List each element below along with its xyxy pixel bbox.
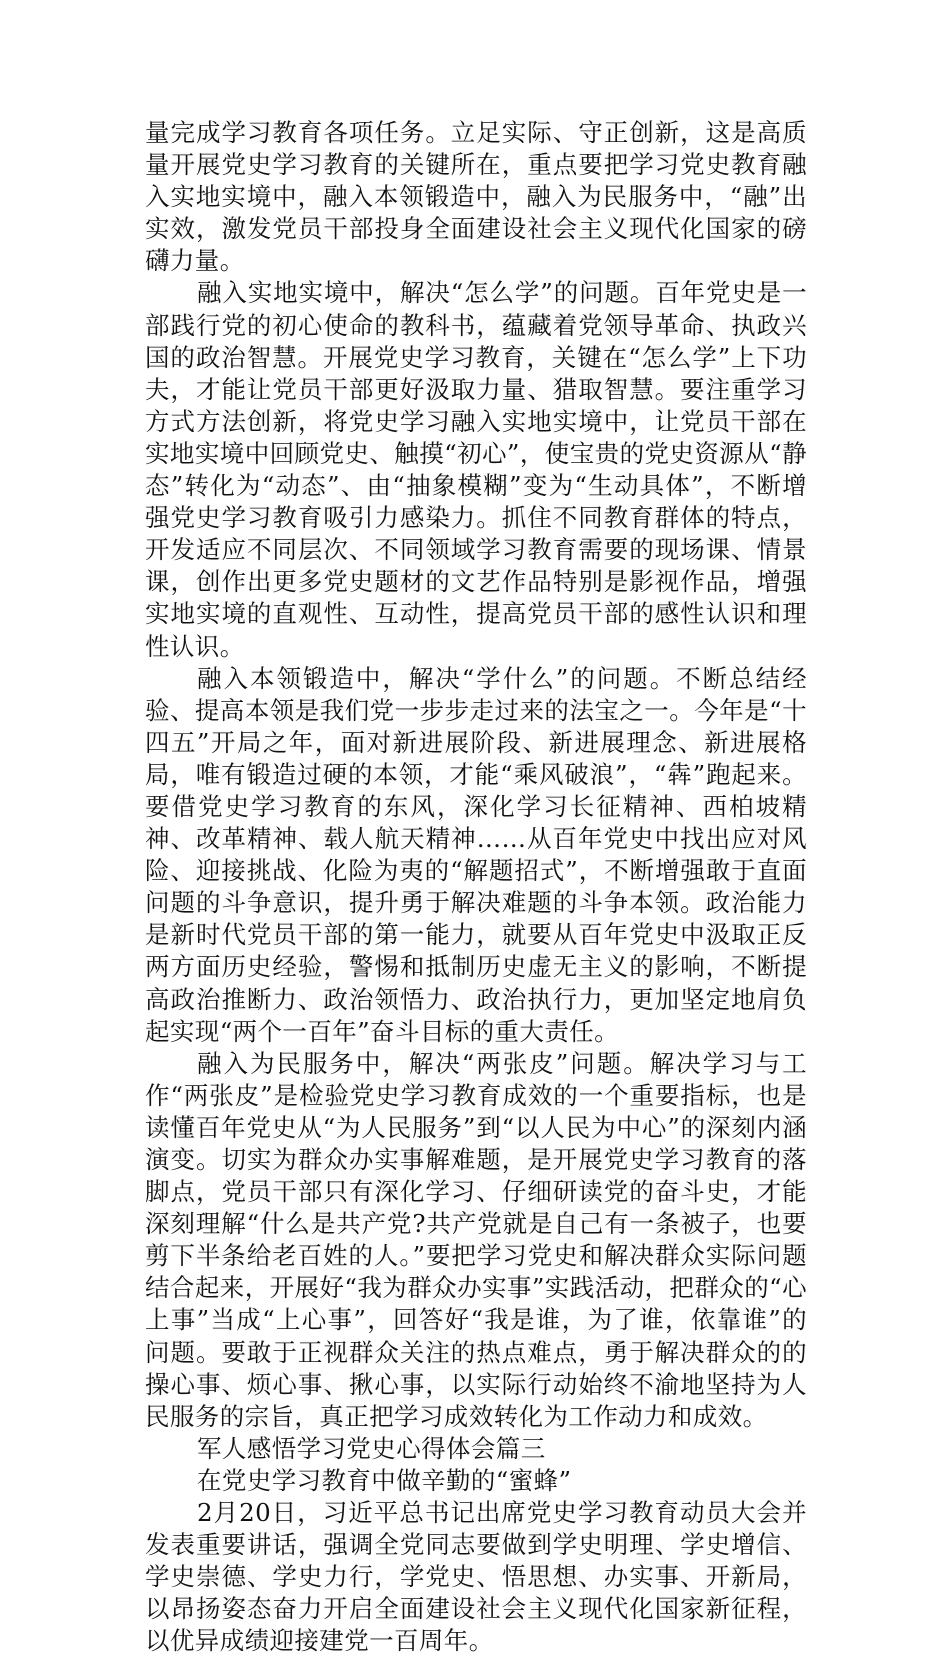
paragraph-skill-building: 融入本领锻造中，解决“学什么”的问题。不断总结经验、提高本领是我们党一步步走过来的法宝之一。今年是“十四五”开局之年，面对新进展阶段、新进展理念、新进展格局，唯有锻造过硬的本领，才能“乘风破浪”，“犇”跑起来。要借党史学习教育的东风，深化学习长征精神、西柏坡精神、改革精神、载人航天精神……从百年党史中找出应对风险、迎接挑战、化险为夷的“解题招式”，不断增强敢于直面问题的斗争意识，提升勇于解决难题的斗争本领。政治能力是新时代党员干部的第一能力，就要从百年党史中汲取正反两方面历史经验，警惕和抵制历史虚无主义的影响，不断提高政治推断力、政治领悟力、政治执行力，更加坚定地肩负起实现“两个一百年”奋斗目标的重大责任。 [145, 663, 807, 1046]
document-body [145, 117, 807, 1658]
section-title: 军人感悟学习党史心得体会篇三 [197, 1433, 546, 1463]
article-title: 在党史学习教育中做辛勤的“蜜蜂” [197, 1465, 572, 1495]
paragraph-serving-people: 融入为民服务中，解决“两张皮”问题。解决学习与工作“两张皮”是检验党史学习教育成效的一个重要指标，也是读懂百年党史从“为人民服务”到“以人民为中心”的深刻内涵演变。切实为群众办实事解难题，是开展党史学习教育的落脚点，党员干部只有深化学习、仔细研读党的奋斗史，才能深刻理解“什么是共产党?共产党就是自己有一条被子，也要剪下半条给老百姓的人。”要把学习党史和解决群众实际问题结合起来，开展好“我为群众办实事”实践活动，把群众的“心上事”当成“上心事”，回答好“我是谁，为了谁，依靠谁”的问题。要敢于正视群众关注的热点难点，勇于解决群众的的操心事、烦心事、揪心事，以实际行动始终不渝地坚持为人民服务的宗旨，真正把学习成效转化为工作动力和成效。 [145, 1048, 807, 1431]
paragraph-opening: 2月20日，习近平总书记出席党史学习教育动员大会并发表重要讲话，强调全党同志要做到学史明理、学史增信、学史崇德、学史力行，学党史、悟思想、办实事、开新局，以昂扬姿态奋力开启全面建设社会主义现代化国家新征程，以优异成绩迎接建党一百周年。 [145, 1498, 807, 1656]
paragraph-continuation: 量完成学习教育各项任务。立足实际、守正创新，这是高质量开展党史学习教育的关键所在，重点要把学习党史教育融入实地实境中，融入本领锻造中，融入为民服务中，“融”出实效，激发党员干部投身全面建设社会主义现代化国家的磅礴力量。 [145, 118, 807, 276]
paragraph-practical-learning: 融入实地实境中，解决“怎么学”的问题。百年党史是一部践行党的初心使命的教科书，蕴藏着党领导革命、执政兴国的政治智慧。开展党史学习教育，关键在“怎么学”上下功夫，才能让党员干部更好汲取力量、猎取智慧。要注重学习方式方法创新，将党史学习融入实地实境中，让党员干部在实地实境中回顾党史、触摸“初心”，使宝贵的党史资源从“静态”转化为“动态”、由“抽象模糊”变为“生动具体”，不断增强党史学习教育吸引力感染力。抓住不同教育群体的特点，开发适应不同层次、不同领域学习教育需要的现场课、情景课，创作出更多党史题材的文艺作品特别是影视作品，增强实地实境的直观性、互动性，提高党员干部的感性认识和理性认识。 [145, 278, 807, 661]
